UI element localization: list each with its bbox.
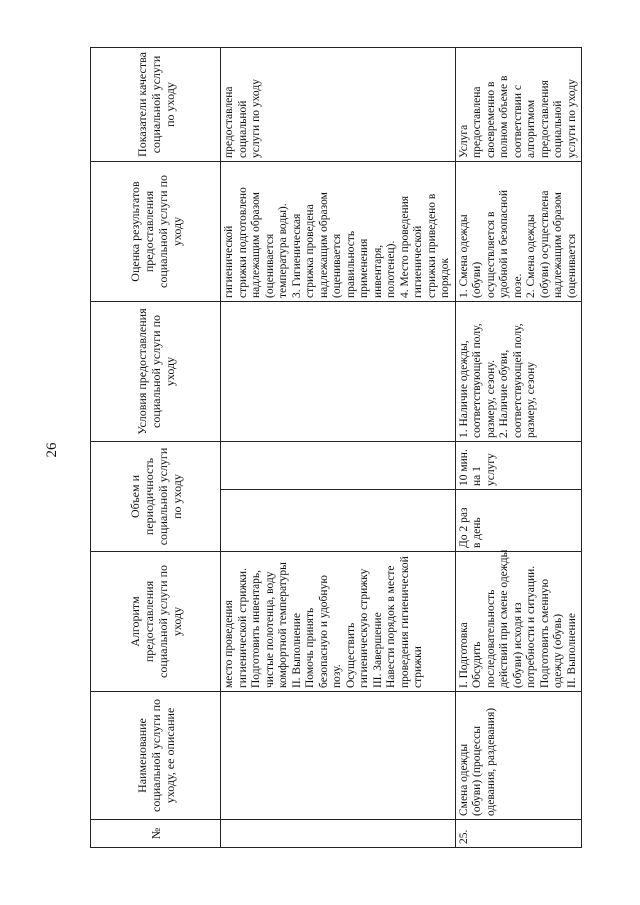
page-number: 26 xyxy=(44,442,60,458)
cell-volume xyxy=(221,442,456,490)
cell-algorithm: I. Подготовка Обсудить последовательность действий при смене одежды (обуви) исходя из потребности и ситуации. Подготовить сменную одежду (обувь) II. Выполнение xyxy=(455,552,582,692)
services-table xyxy=(90,47,582,848)
header-algorithm: Алгоритм предоставления социальной услуги по уходу xyxy=(91,552,221,692)
cell-frequency: До 2 раз в день xyxy=(455,490,582,552)
header-conditions: Условия предоставления социальной услуги по уходу xyxy=(91,302,221,442)
cell-evaluation: гигиенической стрижки подготовлено надлежащим образом (оценивается температура воды). 3. Гигиеническая стрижка проведена надлежащим образом (оценивается правильность применения инвентаря, полотенец). 4. Место проведения гигиенической стрижки приведено в порядок xyxy=(221,162,456,302)
header-name: Наименование социальной услуги по уходу, ее описание xyxy=(91,692,221,820)
header-volume: Объем и периодичность социальной услуги по уходу xyxy=(91,442,221,552)
cell-volume: 10 мин. на 1 услугу xyxy=(455,442,582,490)
cell-quality: предоставлена социальной услуги по уходу xyxy=(221,48,456,162)
cell-quality: Услуга предоставлена своевременно в полном объеме в соответствии с алгоритмом предоставления социальной услуги по уходу xyxy=(455,48,582,162)
table-row xyxy=(455,48,582,848)
cell-num xyxy=(221,820,456,848)
cell-frequency xyxy=(221,490,456,552)
header-evaluation: Оценка результатов предоставления социальной услуги по уходу xyxy=(91,162,221,302)
cell-name: Смена одежды (обуви) (процессы одевания, раздевания) xyxy=(455,692,582,820)
cell-name xyxy=(221,692,456,820)
table-row xyxy=(221,48,456,848)
header-num: № xyxy=(91,820,221,848)
header-quality: Показатели качества социальной услуги по уходу xyxy=(91,48,221,162)
header-row xyxy=(91,48,221,848)
cell-conditions xyxy=(221,302,456,442)
cell-num: 25. xyxy=(455,820,582,848)
cell-evaluation: 1. Смена одежды (обуви) осуществляется в удобной и безопасной позе. 2. Смена одежды (обуви) осуществлена надлежащим образом (оценивается xyxy=(455,162,582,302)
rotated-table xyxy=(90,48,578,848)
cell-algorithm: место проведения гигиенической стрижки. Подготовить инвентарь, чистые полотенца, воду комфортной температуры II. Выполнение Помочь принять безопасную и удобную позу. Осуществить гигиеническую стрижку III. Завершение Навести порядок в месте проведения гигиенической стрижки xyxy=(221,552,456,692)
cell-conditions: 1. Наличие одежды, соответствующей полу, размеру, сезону. 2. Наличие обуви, соответствующей полу, размеру, сезону xyxy=(455,302,582,442)
table-container xyxy=(90,28,578,868)
